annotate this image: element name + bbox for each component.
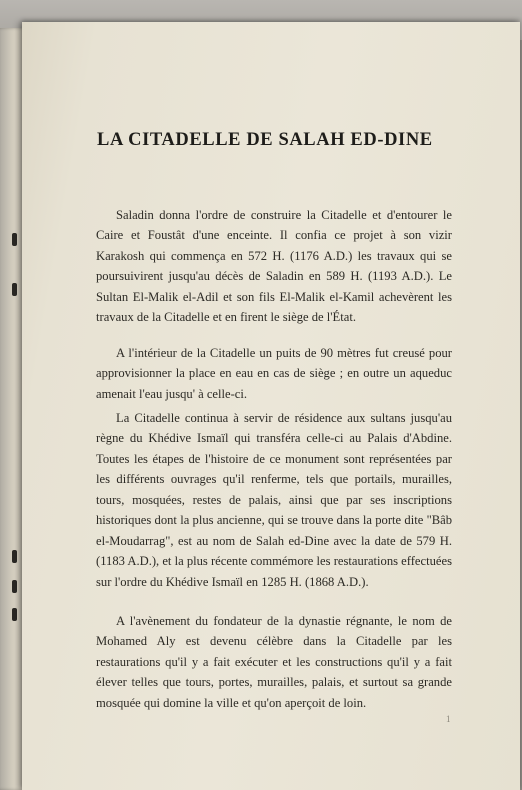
page-mark: 1: [446, 714, 451, 724]
paragraph-4: A l'avènement du fondateur de la dynastie régnante, le nom de Mohamed Aly est devenu célèbre dans la Citadelle par les restaurations qu'il y a fait exécuter et les constructions qu'il y a fait élever telles que tours, portes, murailles, palais, et surtout sa grande mosquée qui domine la ville et qu'on aperçoit de loin.: [96, 613, 452, 710]
paragraph-3: La Citadelle continua à servir de résidence aux sultans jusqu'au règne du Khédive Ismaïl qui transféra celle-ci au Palais d'Abdine. Toutes les étapes de l'histoire de ce monument sont représentées par les différents ouvrages qu'il renferme, tels que portails, murailles, tours, mosquées, restes de palais, ainsi que par ses inscriptions historiques dont la plus ancienne, qui se trouve dans la porte dite "Bâb el-Moudarrag", est au nom de Salah ed-Dine avec la date de 579 H. (1183 A.D.), et la plus récente commémore les restaurations effectuées sur l'ordre du Khédive Ismaïl en 1285 H. (1868 A.D.).: [96, 410, 452, 589]
binding-stitch: [12, 283, 17, 296]
binding-stitch: [12, 580, 17, 593]
page-title: LA CITADELLE DE SALAH ED-DINE: [97, 130, 433, 150]
document-page: [22, 22, 520, 790]
binding-stitch: [12, 233, 17, 246]
binding-stitch: [12, 550, 17, 563]
binding-stitch: [12, 608, 17, 621]
paragraph-1: Saladin donna l'ordre de construire la Citadelle et d'entourer le Caire et Foustât d'une enceinte. Il confia ce projet à son vizir Karakosh qui commença en 572 H. (1176 A.D.) les travaux qui se poursuivirent jusqu'au décès de Saladin en 589 H. (1193 A.D.). Le Sultan El-Malik el-Adil et son fils El-Malik el-Kamil achevèrent les travaux de la Citadelle et en firent le siège de l'État.: [96, 207, 452, 325]
paragraph-2: A l'intérieur de la Citadelle un puits de 90 mètres fut creusé pour approvisionner la place en eau en cas de siège ; en outre un aqueduc amenait l'eau jusqu' à celle-ci.: [96, 345, 452, 401]
